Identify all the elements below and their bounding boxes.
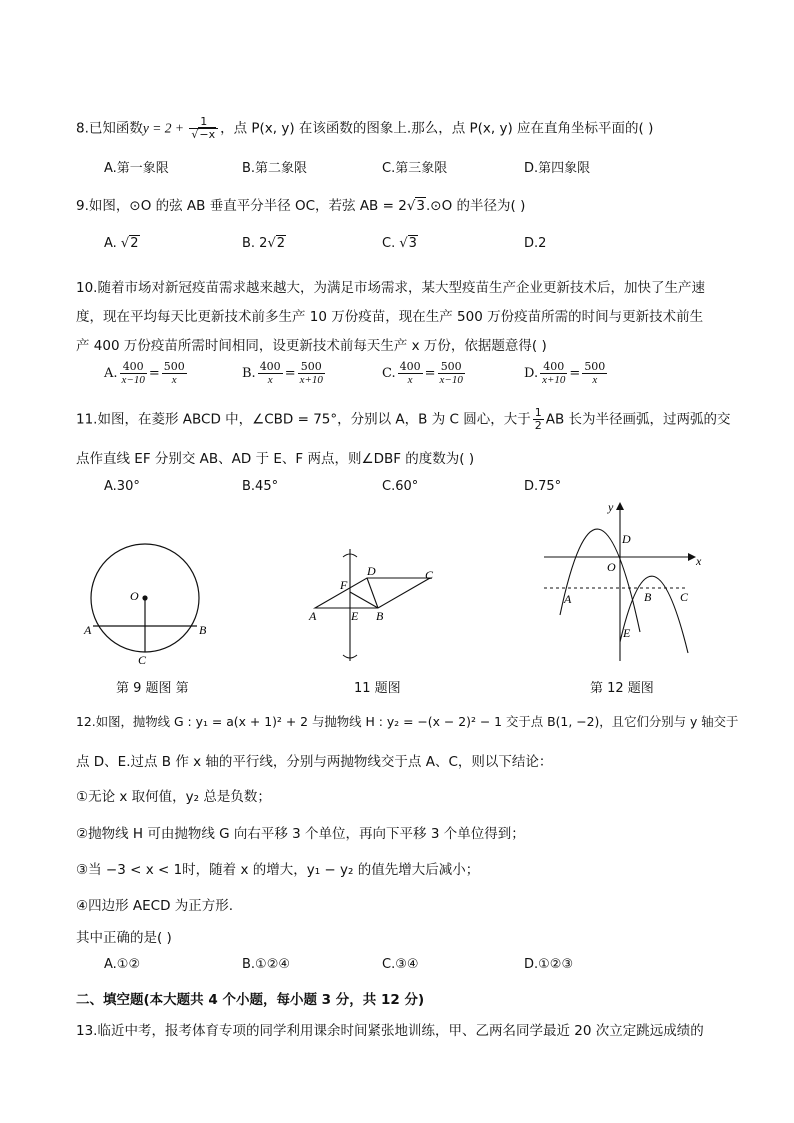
q12-option-a: A.①② — [104, 957, 141, 972]
fig12-label-d: D — [622, 532, 631, 546]
q8-option-a: A.第一象限 — [104, 161, 169, 176]
q8-fraction-den: √−x — [191, 128, 216, 141]
fig12-label-y: y — [608, 500, 614, 514]
q11-option-c: C.60° — [382, 479, 419, 494]
figure-12-parabolas — [540, 497, 715, 667]
q11-line-2: 点作直线 EF 分别交 AB、AD 于 E、F 两点，则∠DBF 的度数为( ) — [76, 451, 475, 467]
q10-line-2: 度，现在平均每天比更新技术前多生产 10 万份疫苗，现在生产 500 万份疫苗所需的时间与更新技术前生 — [76, 309, 704, 325]
q12-option-d: D.①②③ — [524, 957, 574, 972]
fig11-label-a: A — [309, 609, 317, 623]
q11-option-d: D.75° — [524, 479, 562, 494]
q10-option-a: A. $\frac{400}{x-10}$ = $\frac{500}{x}$ — [104, 360, 185, 386]
fig12-label-c: C — [680, 590, 689, 604]
q9-option-d: D.2 — [524, 236, 547, 251]
figure-9-circle — [80, 540, 210, 670]
q8-option-b: B.第二象限 — [242, 161, 308, 176]
fig12-y-arrow — [616, 502, 624, 510]
fig9-label-b: B — [199, 623, 207, 637]
q8-option-d: D.第四象限 — [524, 161, 591, 176]
fig11-label-d: D — [367, 564, 376, 578]
q11-line-1: 11.如图，在菱形 ABCD 中，∠CBD = 75°，分别以 A，B 为 C 圆心，大于 $\frac{1}{2}$ AB 长为半径画弧，过两弧的交 — [76, 406, 731, 432]
q12-statement-3: ③当 −3 < x < 1时，随着 x 的增大，y₁ − y₂ 的值先增大后减小； — [76, 862, 480, 878]
q10-option-d: D. $\frac{400}{x+10}$ = $\frac{500}{x}$ — [524, 360, 606, 386]
fig9-label-c: C — [138, 653, 147, 667]
q8-fraction-num: 1 — [189, 116, 218, 129]
q8-option-c: C.第三象限 — [382, 161, 448, 176]
q8-stem-rest: ，点 P(x, y) 在该函数的图象上.那么，点 P(x, y) 应在直角坐标平面的( ) — [220, 120, 654, 137]
fig9-center-dot — [142, 595, 147, 600]
fig11-segment-bf — [350, 592, 378, 608]
fig9-label-o: O — [130, 589, 139, 603]
fig11-caption: 11 题图 — [354, 681, 401, 696]
q9-text-2: .⊙O 的半径为( ) — [426, 198, 526, 214]
q11-option-a: A.30° — [104, 479, 140, 494]
q10-option-b: B. $\frac{400}{x}$ = $\frac{500}{x+10}$ — [242, 360, 323, 386]
fig11-label-e: E — [351, 609, 359, 623]
q10-option-c: C. $\frac{400}{x}$ = $\frac{500}{x-10}$ — [382, 360, 463, 386]
q12-option-c: C.③④ — [382, 957, 419, 972]
q8-stem — [76, 116, 653, 141]
fig9-caption: 第 9 题图 第 — [116, 681, 189, 696]
fig12-label-x: x — [696, 554, 702, 568]
q8-fraction — [189, 116, 218, 141]
fig12-label-e: E — [623, 626, 631, 640]
fig11-label-b: B — [376, 609, 384, 623]
fig12-label-b: B — [644, 590, 652, 604]
fig9-label-a: A — [84, 623, 92, 637]
fig11-label-c: C — [425, 568, 434, 582]
q9-option-a: A. √2 — [104, 236, 139, 251]
q10-line-1: 10.随着市场对新冠疫苗需求越来越大，为满足市场需求，某大型疫苗生产企业更新技术后，加快了生产速 — [76, 280, 705, 296]
section-2-title: 二、填空题(本大题共 4 个小题，每小题 3 分，共 12 分) — [76, 992, 425, 1008]
q12-line-2: 点 D、E.过点 B 作 x 轴的平行线，分别与两抛物线交于点 A、C，则以下结论： — [76, 754, 553, 770]
q11-option-b: B.45° — [242, 479, 279, 494]
q12-option-b: B.①②④ — [242, 957, 291, 972]
figure-11-rhombus — [305, 543, 455, 668]
q12-statement-4: ④四边形 AECD 为正方形. — [76, 898, 234, 914]
fig12-x-arrow — [688, 553, 696, 561]
q8-function-left: y = 2 + — [142, 120, 188, 136]
fig11-label-f: F — [340, 578, 348, 592]
q10-line-3: 产 400 万份疫苗所需时间相同，设更新技术前每天生产 x 万份，依据题意得( ) — [76, 338, 547, 354]
q9-text-1: 9.如图，⊙O 的弦 AB 垂直平分半径 OC，若弦 AB = 2 — [76, 198, 407, 214]
q8-prefix: 8.已知函数 — [76, 120, 143, 137]
q9-option-b: B. 2√2 — [242, 236, 286, 251]
q12-line-1: 12.如图，抛物线 G : y₁ = a(x + 1)² + 2 与抛物线 H : y₂ = −(x − 2)² − 1 交于点 B(1, −2)，且它们分别与 y 轴交于 — [76, 714, 739, 729]
q12-statement-1: ①无论 x 取何值，y₂ 总是负数； — [76, 789, 271, 805]
q13-line-1: 13.临近中考，报考体育专项的同学利用课余时间紧张地训练，甲、乙两名同学最近 20 次立定跳远成绩的 — [76, 1023, 704, 1039]
q12-ask: 其中正确的是( ) — [76, 930, 172, 946]
q9-option-c: C. √3 — [382, 236, 417, 251]
fig12-label-a: A — [564, 592, 572, 606]
fig11-diagonal-bd — [367, 578, 378, 608]
fig12-caption: 第 12 题图 — [590, 681, 654, 696]
fig12-label-o: O — [607, 560, 616, 574]
q9-stem: 9.如图，⊙O 的弦 AB 垂直平分半径 OC，若弦 AB = 2√3.⊙O 的半径为( ) — [76, 198, 526, 214]
q9-sqrt3: 3 — [416, 198, 426, 214]
q12-statement-2: ②抛物线 H 可由抛物线 G 向右平移 3 个单位，再向下平移 3 个单位得到； — [76, 826, 525, 842]
